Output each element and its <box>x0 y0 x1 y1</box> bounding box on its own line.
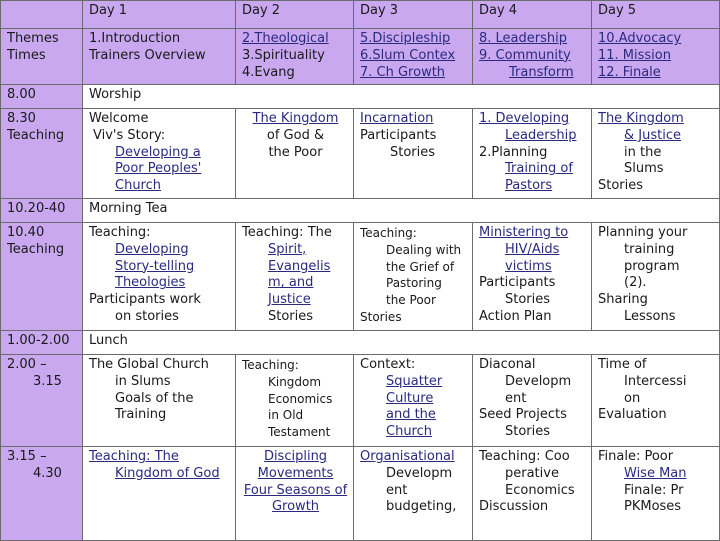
transform-link[interactable]: Transform <box>509 64 574 80</box>
afternoon-2-day-4: Teaching: Coo perative Economics Discussion <box>473 447 592 541</box>
squatter-link[interactable]: Squatter <box>386 373 443 389</box>
day-3-header: Day 3 <box>354 1 473 29</box>
developing-leadership-link[interactable]: 1. Developing <box>479 111 570 126</box>
teaching-1040-day-5: Planning your training program (2). Sharing Lessons <box>592 223 720 331</box>
wise-man-link[interactable]: Wise Man <box>624 465 687 481</box>
worship-time: 8.00 <box>1 85 83 109</box>
teaching-830-day-4: 1. Developing Leadership 2.Planning Training of Pastors <box>473 109 592 199</box>
afternoon-1-day-5: Time of Intercessi on Evaluation <box>592 355 720 447</box>
slum-context-link[interactable]: 6.Slum Contex <box>360 47 456 63</box>
afternoon-1-day-4: Diaconal Developm ent Seed Projects Stories <box>473 355 592 447</box>
theological-link[interactable]: 2.Theological <box>242 31 329 46</box>
victims-link[interactable]: victims <box>505 258 552 274</box>
justice-link-2[interactable]: Justice <box>268 292 311 308</box>
teaching-830-row <box>1 109 720 199</box>
developing-link[interactable]: Developing <box>115 241 189 257</box>
teaching-1040-day-2: Teaching: The Spirit, Evangelis m, and Justice Stories <box>236 223 354 331</box>
growth-link[interactable]: Growth <box>271 499 320 515</box>
poor-peoples-church-link[interactable]: Developing a <box>115 144 201 160</box>
lunch-time: 1.00-2.00 <box>1 331 83 355</box>
leadership-link-2[interactable]: Leadership <box>505 127 577 143</box>
pastors-link[interactable]: Pastors <box>505 178 553 194</box>
afternoon-1-time: 2.00 – 3.15 <box>1 355 83 447</box>
culture-link[interactable]: Culture <box>386 390 434 406</box>
kingdom-of-god-link[interactable]: The Kingdom <box>252 111 339 126</box>
morning-tea-row <box>1 199 720 223</box>
finale-link[interactable]: 12. Finale <box>598 64 661 80</box>
themes-label: Themes Times <box>1 29 83 85</box>
afternoon-2-day-2 <box>236 447 354 541</box>
and-the-link[interactable]: and the <box>386 407 436 423</box>
discipleship-link[interactable]: 5.Discipleship <box>360 31 451 46</box>
day-1-header: Day 1 <box>83 1 236 29</box>
teaching-830-day-5: The Kingdom & Justice in the Slums Stories <box>592 109 720 199</box>
leadership-link[interactable]: 8. Leadership <box>479 31 567 46</box>
hiv-aids-link[interactable]: HIV/Aids <box>505 241 560 257</box>
afternoon-1-day-3: Context: Squatter Culture and the Church <box>354 355 473 447</box>
evangelism-link-2[interactable]: m, and <box>268 275 314 291</box>
mission-link[interactable]: 11. Mission <box>598 47 671 63</box>
morning-tea-label: Morning Tea <box>83 199 720 223</box>
day-4-header: Day 4 <box>473 1 592 29</box>
four-seasons-link[interactable]: Four Seasons of <box>243 482 348 498</box>
themes-row <box>1 29 720 85</box>
teaching-830-time: 8.30 Teaching <box>1 109 83 199</box>
day-5-header: Day 5 <box>592 1 720 29</box>
justice-link[interactable]: & Justice <box>624 127 681 143</box>
worship-row <box>1 85 720 109</box>
themes-day-4 <box>473 29 592 85</box>
story-telling-link[interactable]: Story-telling <box>115 258 195 274</box>
corner-cell <box>1 1 83 29</box>
teaching-1040-row <box>1 223 720 331</box>
kingdom-of-god-link-2[interactable]: Teaching: The <box>89 449 179 464</box>
community-link[interactable]: 9. Community <box>479 47 571 63</box>
day-2-header: Day 2 <box>236 1 354 29</box>
afternoon-2-day-5: Finale: Poor Wise Man Finale: Pr PKMoses <box>592 447 720 541</box>
teaching-830-day-2: The Kingdom of God & the Poor <box>236 109 354 199</box>
kingdom-justice-link[interactable]: The Kingdom <box>598 111 684 126</box>
kingdom-of-god-link-3[interactable]: Kingdom of God <box>115 465 220 481</box>
evangelism-link[interactable]: Evangelis <box>268 258 331 274</box>
theologies-link[interactable]: Theologies <box>115 275 186 291</box>
lunch-label: Lunch <box>83 331 720 355</box>
themes-day-2: 2.Theological 3.Spirituality 4.Evang <box>236 29 354 85</box>
afternoon-2-row <box>1 447 720 541</box>
ch-growth-link[interactable]: 7. Ch Growth <box>360 64 446 80</box>
morning-tea-time: 10.20-40 <box>1 199 83 223</box>
ministering-link[interactable]: Ministering to <box>479 225 569 240</box>
teaching-1040-day-4: Ministering to HIV/Aids victims Participants Stories Action Plan <box>473 223 592 331</box>
church-link[interactable]: Church <box>386 424 433 440</box>
afternoon-2-day-3: Organisational Developm ent budgeting, <box>354 447 473 541</box>
themes-day-5 <box>592 29 720 85</box>
themes-day-3 <box>354 29 473 85</box>
spirit-link[interactable]: Spirit, <box>268 241 307 257</box>
themes-day-1: 1.Introduction Trainers Overview <box>83 29 236 85</box>
lunch-row <box>1 331 720 355</box>
afternoon-1-day-2: Teaching: Kingdom Economics in Old Testament <box>236 355 354 447</box>
poor-peoples-church-link-3[interactable]: Church <box>115 178 162 194</box>
afternoon-1-row <box>1 355 720 447</box>
discipling-link[interactable]: Discipling <box>263 449 328 464</box>
teaching-1040-day-1: Teaching: Developing Story-telling Theologies Participants work on stories <box>83 223 236 331</box>
organisational-link[interactable]: Organisational <box>360 449 455 464</box>
movements-link[interactable]: Movements <box>257 465 334 481</box>
teaching-830-day-3: Incarnation Participants Stories <box>354 109 473 199</box>
training-of-pastors-link[interactable]: Training of <box>505 161 573 177</box>
afternoon-2-time: 3.15 – 4.30 <box>1 447 83 541</box>
afternoon-2-day-1 <box>83 447 236 541</box>
afternoon-1-day-1: The Global Church in Slums Goals of the Training <box>83 355 236 447</box>
teaching-1040-time: 10.40 Teaching <box>1 223 83 331</box>
poor-peoples-church-link-2[interactable]: Poor Peoples' <box>115 161 202 177</box>
header-row <box>1 1 720 29</box>
incarnation-link[interactable]: Incarnation <box>360 111 434 126</box>
worship-label: Worship <box>83 85 720 109</box>
advocacy-link[interactable]: 10.Advocacy <box>598 31 682 46</box>
teaching-1040-day-3: Teaching: Dealing with the Grief of Pastoring the Poor Stories <box>354 223 473 331</box>
teaching-830-day-1: Welcome Viv's Story: Developing a Poor Peoples' Church <box>83 109 236 199</box>
